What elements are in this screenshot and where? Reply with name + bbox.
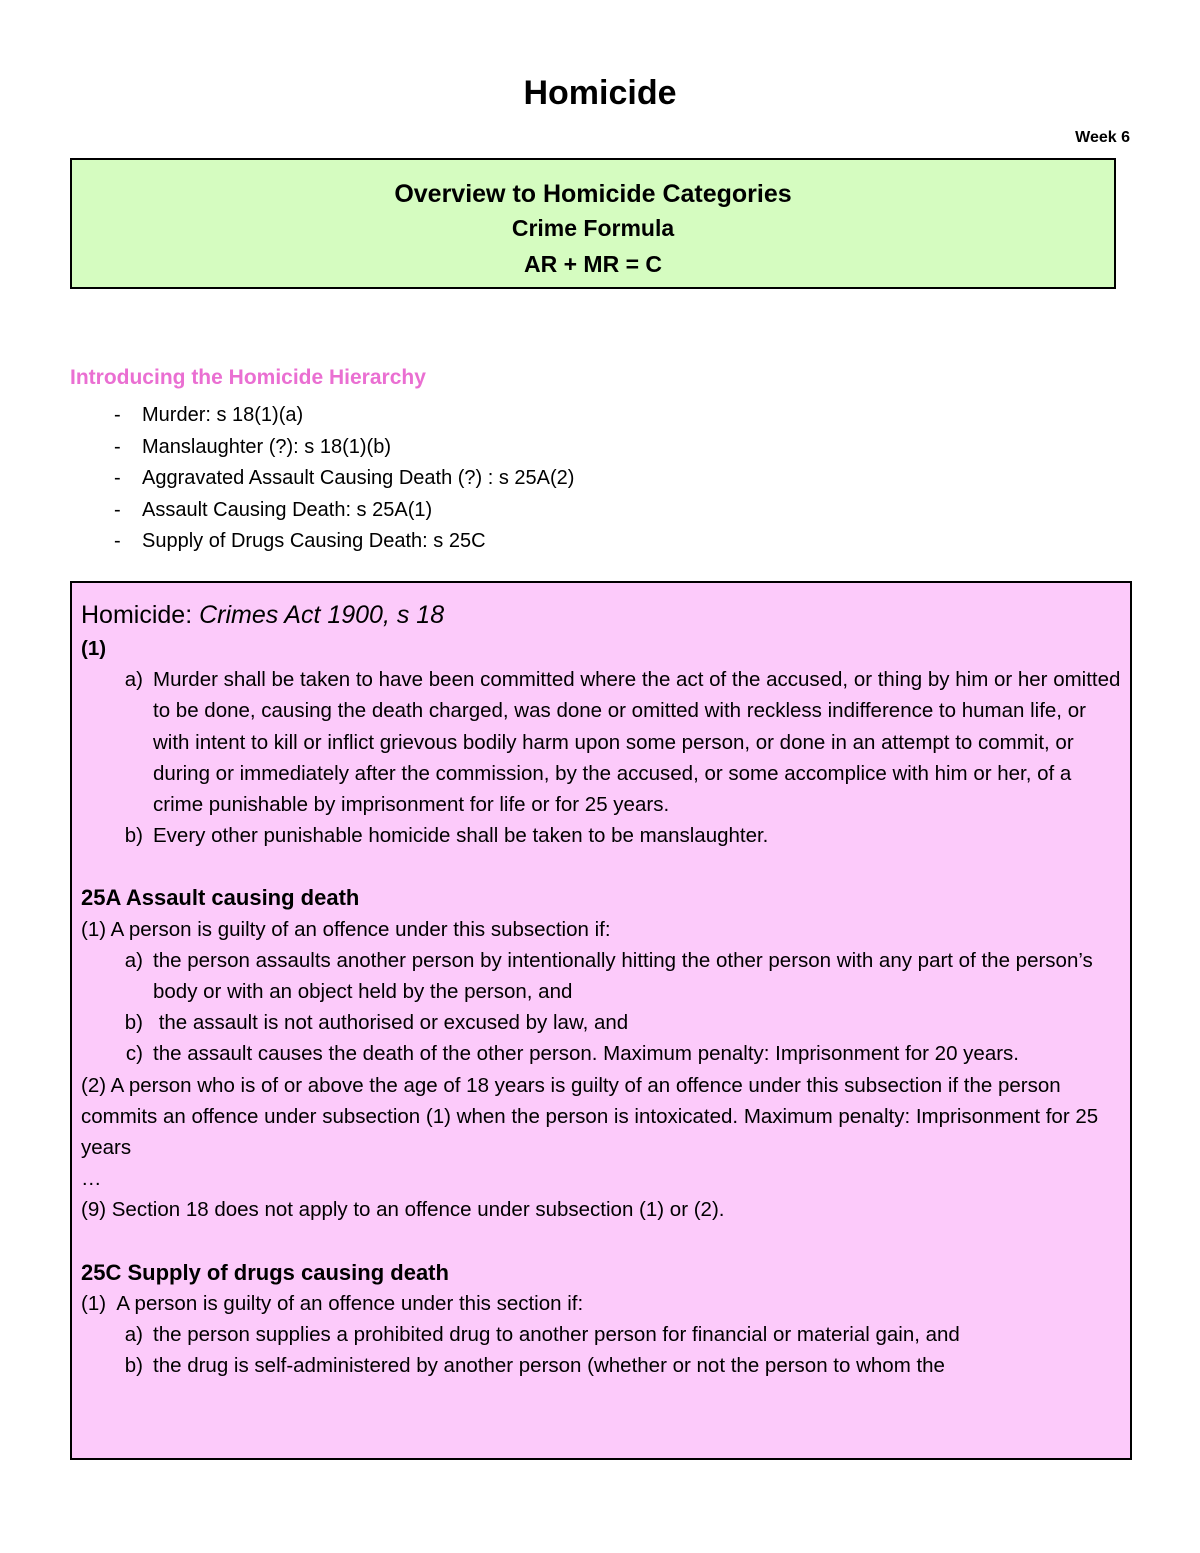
para-text: the assault causes the death of the other person. Maximum penalty: Imprisonment for 20 years. [153,1042,1020,1066]
overview-subtitle: Crime Formula [511,215,675,241]
page-title: Homicide [523,74,677,112]
list-item: - Murder: s 18(1)(a) [70,400,574,432]
list-item: - Assault Causing Death: s 25A(1) [70,495,574,527]
s18-para-b [81,820,1122,851]
para-text: the assault is not authorised or excused by law, and [153,1011,629,1035]
list-item: - Supply of Drugs Causing Death: s 25C [70,526,574,558]
para-label: a) [124,948,143,972]
statute-heading-citation: Crimes Act 1900, s 18 [199,601,445,629]
s25a-para-b [81,1007,1122,1038]
s25c-heading: 25C Supply of drugs causing death [81,1259,449,1285]
week-label: Week 6 [1075,129,1130,146]
s25a-para-a [81,945,1122,1007]
para-label: a) [124,668,143,692]
para-label: c) [125,1042,143,1066]
hierarchy-list [70,400,574,558]
s25c-para-a [81,1319,1122,1350]
s25a-intro: (1) A person is guilty of an offence under this subsection if: [81,917,611,941]
s18-subsection-label: (1) [81,637,107,660]
para-text: the drug is self-administered by another person (whether or not the person to whom the [153,1354,945,1378]
statute-heading [81,597,1122,633]
para-label: b) [124,824,143,848]
hierarchy-item-text: Assault Causing Death: s 25A(1) [142,498,433,521]
s25a-subsection-9: (9) Section 18 does not apply to an offence under subsection (1) or (2). [81,1198,725,1222]
statute-heading-label: Homicide: [81,601,200,629]
hierarchy-item-text: Aggravated Assault Causing Death (?) : s 25A(2) [142,467,575,489]
s25a-para-c [81,1038,1122,1069]
hierarchy-item-text: Murder: s 18(1)(a) [142,404,304,426]
s25a-subsection-2: (2) A person who is of or above the age of 18 years is guilty of an offence under this subsection if the person commits an offence under subsection (1) when the person is intoxicated. Maximum penalty: Imprisonment for 25 years [81,1073,1099,1160]
list-item: - Manslaughter (?): s 18(1)(b) [70,432,574,464]
para-label: a) [124,1323,143,1347]
list-item: - Aggravated Assault Causing Death (?) : s 25A(2) [70,463,574,495]
s25a-heading: 25A Assault causing death [81,885,360,911]
statute-box [70,581,1132,1460]
hierarchy-heading: Introducing the Homicide Hierarchy [70,366,426,389]
s18-para-a [81,664,1122,820]
para-text: the person supplies a prohibited drug to another person for financial or material gain, and [153,1323,960,1347]
overview-title: Overview to Homicide Categories [394,180,792,208]
para-text: Every other punishable homicide shall be taken to be manslaughter. [153,824,769,848]
para-label: b) [124,1354,143,1378]
hierarchy-item-text: Supply of Drugs Causing Death: s 25C [142,530,486,552]
s25c-para-b [81,1350,1122,1381]
crime-formula: AR + MR = C [523,251,663,277]
overview-box [70,158,1116,289]
para-text: the person assaults another person by intentionally hitting the other person with any part of the person’s body or with an object held by the person, and [153,948,1093,1004]
s25c-intro: (1) A person is guilty of an offence under this section if: [81,1291,584,1315]
para-label: b) [124,1011,143,1035]
ellipsis: … [81,1167,102,1191]
para-text: Murder shall be taken to have been committed where the act of the accused, or thing by him or her omitted to be done, causing the death charged, was done or omitted with reckless indifference to human life, or with intent to kill or inflict grievous bodily harm upon some person, or done in an attempt to commit, or during or immediately after the commission, by the accused, or some accomplice with him or her, of a crime punishable by imprisonment for life or for 25 years. [153,668,1121,817]
hierarchy-item-text: Manslaughter (?): s 18(1)(b) [142,435,391,458]
